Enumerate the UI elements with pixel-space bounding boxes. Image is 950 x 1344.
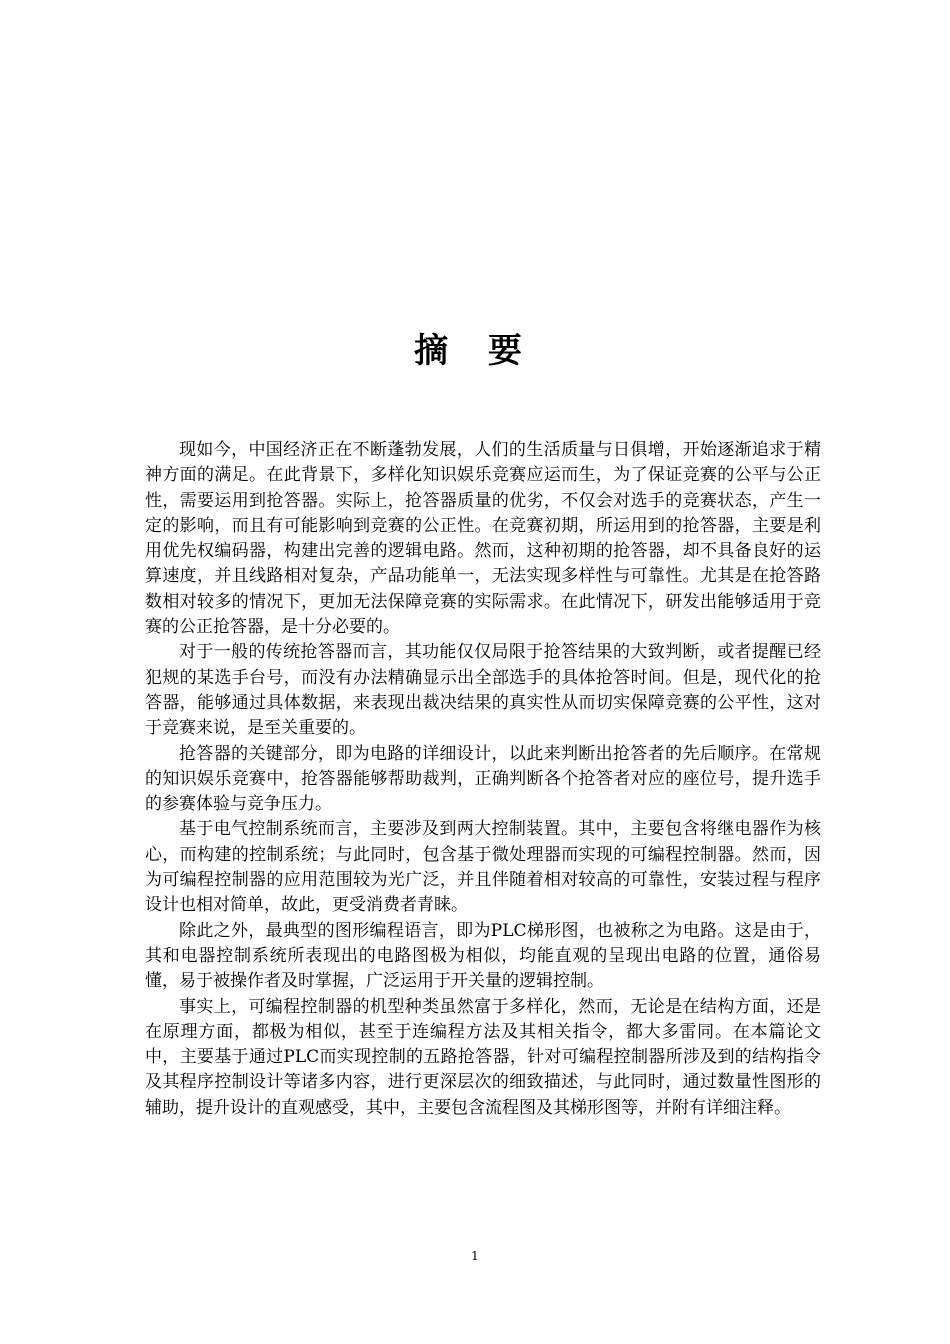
paragraph: 对于一般的传统抢答器而言，其功能仅仅局限于抢答结果的大致判断，或者提醒已经犯规的某选手台号，而没有办法精确显示出全部选手的具体抢答时间。但是，现代化的抢答器，能够通过具体数据，来表现出裁决结果的真实性从而切实保障竞赛的公平性，这对于竞赛来说，是至关重要的。 <box>145 642 821 739</box>
paragraph: 抢答器的关键部分，即为电路的详细设计，以此来判断出抢答者的先后顺序。在常规的知识娱乐竞赛中，抢答器能够帮助裁判，正确判断各个抢答者对应的座位号，提升选手的参赛体验与竞争压力。 <box>145 743 821 815</box>
paragraph: 基于电气控制系统而言，主要涉及到两大控制装置。其中，主要包含将继电器作为核心，而构建的控制系统；与此同时，包含基于微处理器而实现的可编程控制器。然而，因为可编程控制器的应用范围较为光广泛，并且伴随着相对较高的可靠性，安装过程与程序设计也相对简单，故此，更受消费者青睐。 <box>145 819 821 916</box>
paragraph: 现如今，中国经济正在不断蓬勃发展，人们的生活质量与日俱增，开始逐渐追求于精神方面的满足。在此背景下，多样化知识娱乐竞赛应运而生，为了保证竞赛的公平与公正性，需要运用到抢答器。实际上，抢答器质量的优劣，不仅会对选手的竞赛状态，产生一定的影响，而且有可能影响到竞赛的公正性。在竞赛初期，所运用到的抢答器，主要是利用优先权编码器，构建出完善的逻辑电路。然而，这种初期的抢答器，却不具备良好的运算速度，并且线路相对复杂，产品功能单一，无法实现多样性与可靠性。尤其是在抢答路数相对较多的情况下，更加无法保障竞赛的实际需求。在此情况下，研发出能够适用于竞赛的公正抢答器，是十分必要的。 <box>145 440 821 638</box>
abstract-title: 摘 要 <box>414 331 536 371</box>
paragraph: 事实上，可编程控制器的机型种类虽然富于多样化，然而，无论是在结构方面，还是在原理方面，都极为相似，甚至于连编程方法及其相关指令，都大多雷同。在本篇论文中，主要基于通过PLC而实现控制的五路抢答器，针对可编程控制器所涉及到的结构指令及其程序控制设计等诸多内容，进行更深层次的细致描述，与此同时，通过数量性图形的辅助，提升设计的直观感受，其中，主要包含流程图及其梯形图等，并附有详细注释。 <box>145 996 821 1118</box>
page-number: 1 <box>471 1249 479 1263</box>
abstract-body <box>145 438 821 1121</box>
paragraph: 除此之外，最典型的图形编程语言，即为PLC梯形图，也被称之为电路。这是由于，其和电器控制系统所表现出的电路图极为相似，均能直观的呈现出电路的位置，通俗易懂，易于被操作者及时掌握，广泛运用于开关量的逻辑控制。 <box>145 920 821 992</box>
